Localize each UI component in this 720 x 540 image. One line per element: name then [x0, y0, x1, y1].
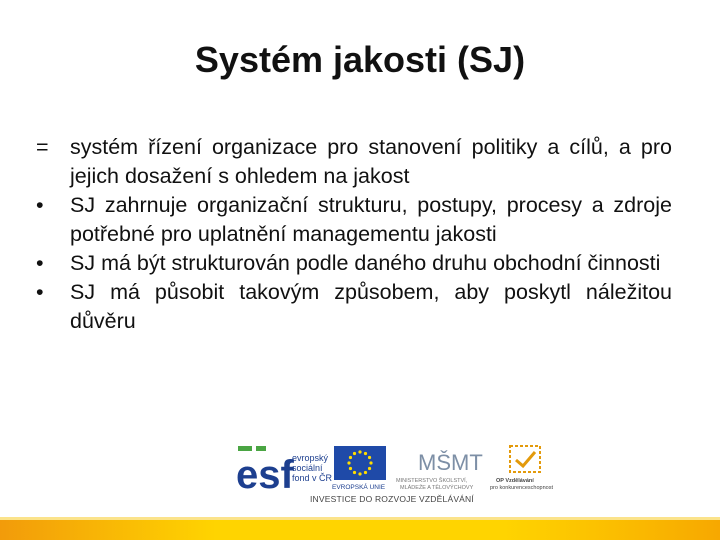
list-item: [36, 278, 672, 336]
eu-star-icon: [368, 456, 371, 459]
eu-star-icon: [347, 461, 350, 464]
msmt-logo: [396, 440, 483, 492]
eu-star-icon: [353, 471, 356, 474]
esf-logo: [236, 444, 333, 497]
esf-text-1: evropský: [292, 453, 329, 463]
list-item: [36, 249, 672, 278]
eu-flag-logo: [332, 444, 392, 492]
list-item: [36, 133, 672, 191]
op-caption-2: pro konkurenceschopnost: [490, 485, 553, 491]
funding-logos: [232, 440, 562, 512]
eu-star-icon: [368, 467, 371, 470]
bottom-bar: [0, 520, 720, 540]
eu-star-icon: [349, 456, 352, 459]
bullet-marker: •: [36, 251, 44, 275]
list-item-text: systém řízení organizace pro stanovení politiky a cílů, a pro jejich dosažení s ohledem na jakost: [70, 135, 672, 188]
slide-title: Systém jakosti (SJ): [194, 39, 526, 80]
eu-caption: EVROPSKÁ UNIE: [332, 484, 386, 491]
tagline: INVESTICE DO ROZVOJE VZDĚLÁVÁNÍ: [310, 494, 474, 504]
msmt-caption-1: MINISTERSTVO ŠKOLSTVÍ,: [396, 478, 468, 484]
esf-text-3: fond v ČR: [292, 473, 333, 483]
msmt-caption-2: MLÁDEŽE A TĚLOVÝCHOVY: [400, 485, 474, 491]
list-item-text: SJ má být strukturován podle daného druhu obchodní činnosti: [70, 251, 661, 275]
equals-marker: =: [36, 135, 49, 159]
eu-star-icon: [364, 471, 367, 474]
msmt-mark: MŠMT: [418, 450, 483, 475]
esf-text-2: sociální: [292, 463, 323, 473]
bullet-marker: •: [36, 280, 44, 304]
list-item: [36, 191, 672, 249]
bullet-list: [36, 133, 672, 336]
eu-star-icon: [369, 461, 372, 464]
op-vzdelavani-logo: [490, 442, 562, 492]
eu-star-icon: [353, 452, 356, 455]
eu-star-icon: [358, 450, 361, 453]
op-caption-1: OP Vzdělávání: [496, 478, 534, 484]
eu-star-icon: [349, 467, 352, 470]
list-item-text: SJ má působit takovým způsobem, aby poskytl náležitou důvěru: [70, 280, 672, 333]
bullet-marker: •: [36, 193, 44, 217]
eu-star-icon: [364, 452, 367, 455]
eu-star-icon: [358, 472, 361, 475]
list-item-text: SJ zahrnuje organizační strukturu, postupy, procesy a zdroje potřebné pro uplatnění managementu jakosti: [70, 193, 672, 246]
esf-mark: esf: [236, 453, 294, 497]
